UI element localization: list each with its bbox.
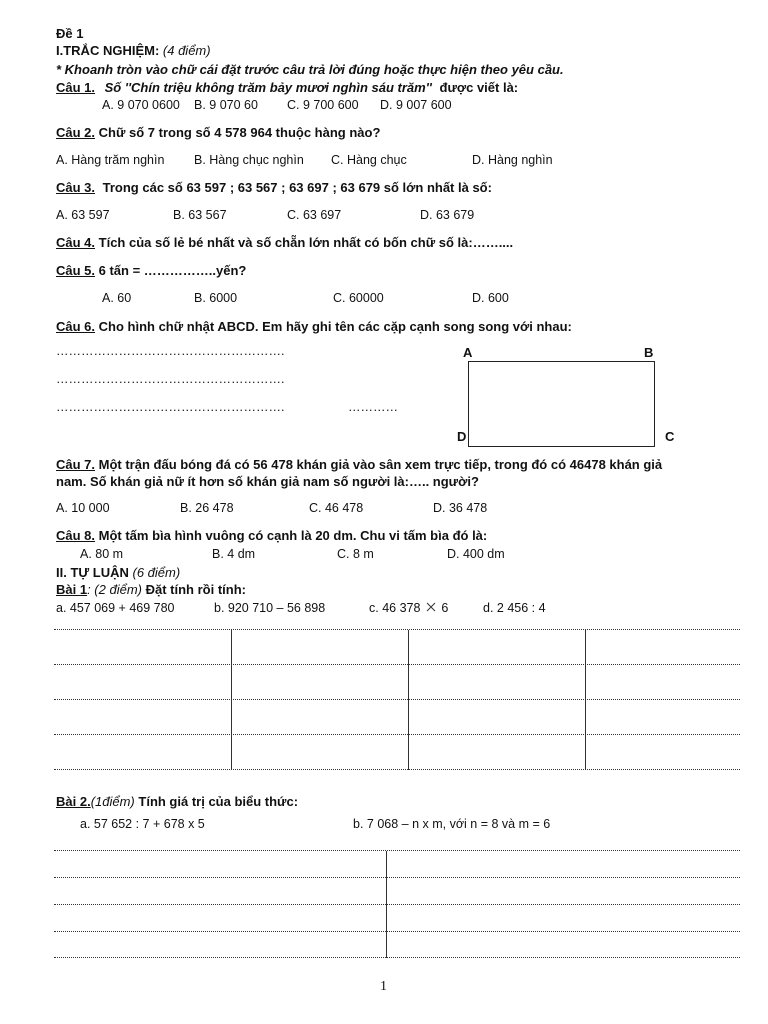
exercise-2-item-a: a. 57 652 : 7 + 678 x 5 xyxy=(80,817,205,831)
workspace-2-line xyxy=(54,957,740,958)
question-1-label: Câu 1. xyxy=(56,80,96,95)
workspace-1-line xyxy=(54,734,740,735)
question-2-label: Câu 2. xyxy=(56,125,96,140)
workspace-1-line xyxy=(54,699,740,700)
vertex-d-label: D xyxy=(457,429,467,444)
question-3-label: Câu 3. xyxy=(56,180,96,195)
exercise-1-item-a: a. 457 069 + 469 780 xyxy=(56,601,175,615)
q7-option-d: D. 36 478 xyxy=(433,501,488,515)
exercise-1-item-c-number: c. 46 378 xyxy=(369,601,421,615)
q6-answer-line-1: ………………………………………………. xyxy=(56,344,285,358)
question-3-text: Trong các số 63 597 ; 63 567 ; 63 697 ; 63 679 số lớn nhất là số: xyxy=(102,180,492,195)
section1-points: (4 điểm) xyxy=(162,43,211,58)
exercise-1-points: : (2 điểm) xyxy=(87,582,142,597)
instruction: * Khoanh tròn vào chữ cái đặt trước câu trả lời đúng hoặc thực hiện theo yêu cầu. xyxy=(56,62,564,77)
q3-option-c: C. 63 697 xyxy=(287,208,342,222)
question-5 xyxy=(56,263,246,278)
page-number: 1 xyxy=(380,979,387,994)
question-4 xyxy=(56,235,513,250)
question-5-label: Câu 5. xyxy=(56,263,96,278)
question-1-text-italic: Số ''Chín triệu không trăm bảy mươi nghìn sáu trăm'' xyxy=(104,80,432,95)
section1-heading xyxy=(56,43,211,58)
section2-points: (6 điểm) xyxy=(132,565,181,580)
question-4-label: Câu 4. xyxy=(56,235,96,250)
exercise-2-label: Bài 2. xyxy=(56,794,91,809)
question-2-text: Chữ số 7 trong số 4 578 964 thuộc hàng nào? xyxy=(98,125,381,140)
question-4-text: Tích của số lẻ bé nhất và số chẵn lớn nhất có bốn chữ số là:…….... xyxy=(98,235,514,250)
exercise-2-points: (1điểm) xyxy=(90,794,135,809)
workspace-1-divider xyxy=(408,630,409,770)
workspace-1-divider xyxy=(231,630,232,770)
q7-option-c: C. 46 478 xyxy=(309,501,364,515)
workspace-2-line xyxy=(54,931,740,932)
q1-option-a: A. 9 070 0600 xyxy=(102,98,180,112)
q6-answer-line-2: ………………………………………………. xyxy=(56,372,285,386)
question-5-text: 6 tấn = ……………..yến? xyxy=(98,263,247,278)
vertex-b-label: B xyxy=(644,345,654,360)
workspace-2-line xyxy=(54,877,740,878)
exercise-2-item-b: b. 7 068 – n x m, với n = 8 và m = 6 xyxy=(353,817,551,831)
question-1 xyxy=(56,80,518,95)
multiply-icon xyxy=(424,601,438,615)
q1-option-b: B. 9 070 60 xyxy=(194,98,258,112)
exercise-2-text: Tính giá trị của biểu thức: xyxy=(138,794,299,809)
exercise-1 xyxy=(56,582,246,597)
question-8 xyxy=(56,528,487,543)
question-1-text: được viết là: xyxy=(439,80,519,95)
q8-option-b: B. 4 dm xyxy=(212,547,256,561)
workspace-1-line xyxy=(54,769,740,770)
q1-option-c: C. 9 700 600 xyxy=(287,98,359,112)
q2-option-d: D. Hàng nghìn xyxy=(472,153,553,167)
question-7-text-line1: Một trận đấu bóng đá có 56 478 khán giả vào sân xem trực tiếp, trong đó có 46478 khán giả xyxy=(98,457,663,472)
q5-option-d: D. 600 xyxy=(472,291,509,305)
exercise-1-item-c xyxy=(369,601,448,615)
q5-option-c: C. 60000 xyxy=(333,291,384,305)
q5-option-b: B. 6000 xyxy=(194,291,238,305)
question-2 xyxy=(56,125,380,140)
exam-title: Đề 1 xyxy=(56,26,84,41)
question-8-label: Câu 8. xyxy=(56,528,96,543)
q6-answer-line-4: ………… xyxy=(348,400,398,414)
q2-option-c: C. Hàng chục xyxy=(331,153,407,167)
workspace-1-line xyxy=(54,664,740,665)
section2-heading xyxy=(56,565,180,580)
rectangle-abcd xyxy=(468,361,655,447)
workspace-1-line xyxy=(54,629,740,630)
q7-option-a: A. 10 000 xyxy=(56,501,110,515)
question-7-label: Câu 7. xyxy=(56,457,96,472)
question-7 xyxy=(56,457,662,472)
workspace-1-divider xyxy=(585,630,586,770)
question-6 xyxy=(56,319,572,334)
question-6-text: Cho hình chữ nhật ABCD. Em hãy ghi tên các cặp cạnh song song với nhau: xyxy=(98,319,572,334)
question-6-label: Câu 6. xyxy=(56,319,96,334)
q8-option-d: D. 400 dm xyxy=(447,547,505,561)
question-3 xyxy=(56,180,492,195)
exercise-1-label: Bài 1 xyxy=(56,582,88,597)
exercise-1-text: Đặt tính rồi tính: xyxy=(145,582,246,597)
workspace-2-divider xyxy=(386,851,387,958)
q3-option-d: D. 63 679 xyxy=(420,208,475,222)
section2-title: II. TỰ LUẬN xyxy=(56,565,129,580)
vertex-c-label: C xyxy=(665,429,675,444)
q5-option-a: A. 60 xyxy=(102,291,132,305)
q3-option-a: A. 63 597 xyxy=(56,208,110,222)
section1-title: I.TRẮC NGHIỆM: xyxy=(56,43,160,58)
workspace-2-line xyxy=(54,904,740,905)
q3-option-b: B. 63 567 xyxy=(173,208,227,222)
q8-option-c: C. 8 m xyxy=(337,547,374,561)
question-8-text: Một tấm bìa hình vuông có cạnh là 20 dm. Chu vi tấm bìa đó là: xyxy=(98,528,488,543)
exercise-1-item-d: d. 2 456 : 4 xyxy=(483,601,546,615)
q6-answer-line-3: ………………………………………………. xyxy=(56,400,285,414)
q7-option-b: B. 26 478 xyxy=(180,501,234,515)
q8-option-a: A. 80 m xyxy=(80,547,124,561)
question-7-text-line2: nam. Số khán giả nữ ít hơn số khán giả nam số người là:….. người? xyxy=(56,474,479,489)
q1-option-d: D. 9 007 600 xyxy=(380,98,452,112)
q2-option-a: A. Hàng trăm nghìn xyxy=(56,153,165,167)
workspace-2-line xyxy=(54,850,740,851)
exercise-1-item-c-multiplier: 6 xyxy=(441,601,449,615)
exercise-2 xyxy=(56,794,298,809)
exercise-1-item-b: b. 920 710 – 56 898 xyxy=(214,601,326,615)
q2-option-b: B. Hàng chục nghìn xyxy=(194,153,304,167)
vertex-a-label: A xyxy=(463,345,473,360)
